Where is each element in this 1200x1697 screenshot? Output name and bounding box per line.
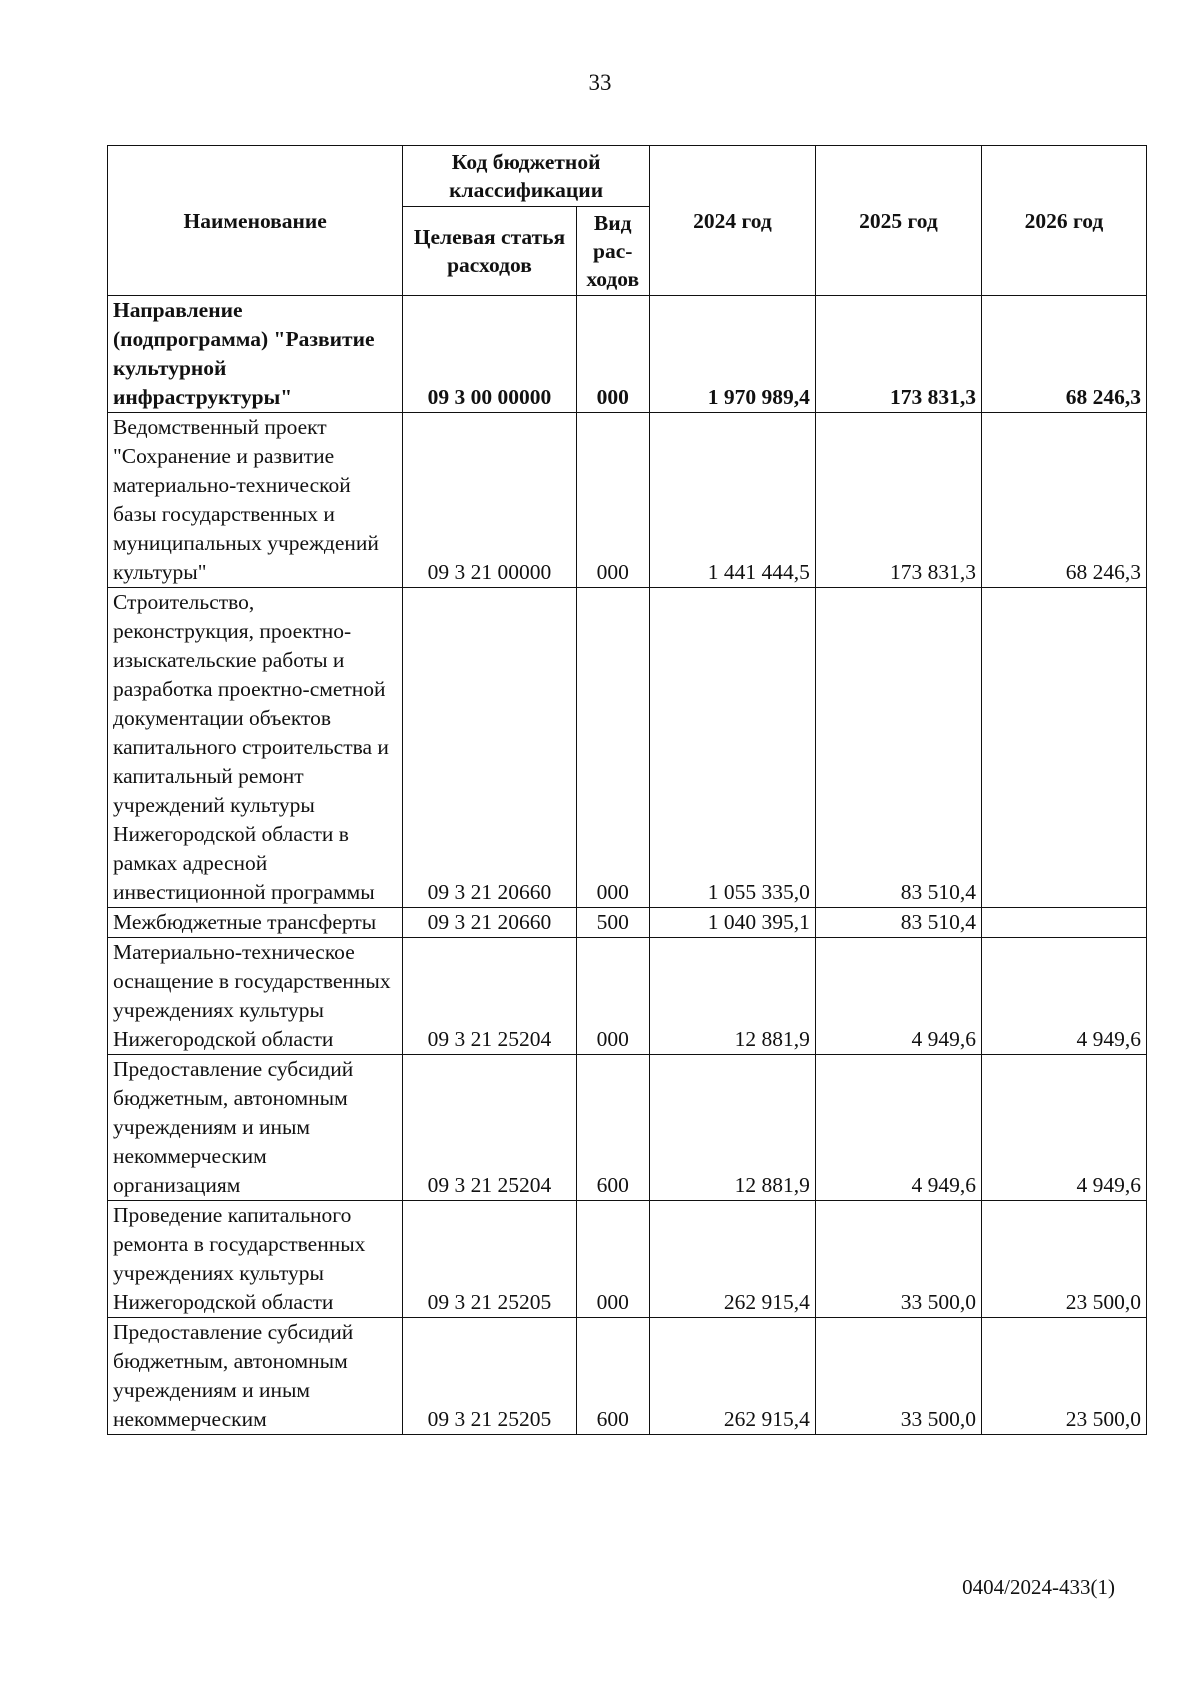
row-expense-type-cell: 000 [576,588,649,908]
header-year-2024: 2024 год [649,146,815,296]
row-expense-type-cell: 000 [576,1201,649,1318]
row-name-cell: Межбюджетные трансферты [108,908,403,938]
row-value-2025-cell: 4 949,6 [815,938,981,1055]
row-value-2025-cell: 83 510,4 [815,588,981,908]
row-value-2026-cell: 23 500,0 [981,1201,1146,1318]
row-name-cell: Проведение капитального ремонта в государственных учреждениях культуры Нижегородской области [108,1201,403,1318]
row-expense-type-cell: 600 [576,1055,649,1201]
row-name-cell: Направление (подпрограмма) "Развитие культурной инфраструктуры" [108,296,403,413]
row-target-article-cell: 09 3 21 25205 [403,1318,576,1435]
row-value-2024-cell: 12 881,9 [649,1055,815,1201]
table-row [108,588,1147,908]
table-row [108,296,1147,413]
table-row [108,1318,1147,1435]
row-target-article-cell: 09 3 21 20660 [403,908,576,938]
header-name: Наименование [108,146,403,296]
table-row [108,908,1147,938]
header-budget-code: Код бюджетной классификации [403,146,650,207]
row-value-2025-cell: 33 500,0 [815,1318,981,1435]
row-value-2024-cell: 12 881,9 [649,938,815,1055]
row-target-article-cell: 09 3 21 25204 [403,938,576,1055]
row-target-article-cell: 09 3 21 25204 [403,1055,576,1201]
row-value-2024-cell: 262 915,4 [649,1318,815,1435]
row-expense-type-cell: 000 [576,938,649,1055]
row-value-2024-cell: 1 970 989,4 [649,296,815,413]
row-expense-type-cell: 000 [576,296,649,413]
header-year-2026: 2026 год [981,146,1146,296]
row-value-2026-cell: 4 949,6 [981,1055,1146,1201]
row-value-2024-cell: 1 055 335,0 [649,588,815,908]
header-expense-type: Вид рас-ходов [576,207,649,296]
budget-table [107,145,1147,1435]
header-target-article: Целевая статья расходов [403,207,576,296]
row-value-2025-cell: 33 500,0 [815,1201,981,1318]
row-value-2024-cell: 1 040 395,1 [649,908,815,938]
row-value-2025-cell: 4 949,6 [815,1055,981,1201]
row-name-cell: Ведомственный проект "Сохранение и развитие материально-технической базы государственных и муниципальных учреждений культуры" [108,413,403,588]
row-target-article-cell: 09 3 00 00000 [403,296,576,413]
row-target-article-cell: 09 3 21 25205 [403,1201,576,1318]
row-expense-type-cell: 500 [576,908,649,938]
row-expense-type-cell: 600 [576,1318,649,1435]
table-row [108,938,1147,1055]
row-value-2026-cell: 4 949,6 [981,938,1146,1055]
row-name-cell: Строительство, реконструкция, проектно-изыскательские работы и разработка проектно-сметной документации объектов капитального строительства и капитальный ремонт учреждений культуры Нижегородской области в рамках адресной инвестиционной программы [108,588,403,908]
row-value-2026-cell [981,908,1146,938]
row-name-cell: Материально-техническое оснащение в государственных учреждениях культуры Нижегородской области [108,938,403,1055]
row-value-2024-cell: 262 915,4 [649,1201,815,1318]
row-value-2024-cell: 1 441 444,5 [649,413,815,588]
row-target-article-cell: 09 3 21 00000 [403,413,576,588]
row-name-cell: Предоставление субсидий бюджетным, автономным учреждениям и иным некоммерческим организациям [108,1055,403,1201]
row-name-cell: Предоставление субсидий бюджетным, автономным учреждениям и иным некоммерческим [108,1318,403,1435]
table-row [108,1201,1147,1318]
table-row [108,413,1147,588]
row-value-2025-cell: 173 831,3 [815,296,981,413]
document-id: 0404/2024-433(1) [962,1575,1115,1599]
table-header [108,146,1147,296]
row-value-2026-cell: 68 246,3 [981,296,1146,413]
row-value-2026-cell: 23 500,0 [981,1318,1146,1435]
header-year-2025: 2025 год [815,146,981,296]
table-row [108,1055,1147,1201]
row-value-2025-cell: 173 831,3 [815,413,981,588]
row-value-2026-cell [981,588,1146,908]
row-value-2026-cell: 68 246,3 [981,413,1146,588]
table-body [108,296,1147,1435]
row-target-article-cell: 09 3 21 20660 [403,588,576,908]
page-number: 33 [588,70,612,95]
row-expense-type-cell: 000 [576,413,649,588]
row-value-2025-cell: 83 510,4 [815,908,981,938]
